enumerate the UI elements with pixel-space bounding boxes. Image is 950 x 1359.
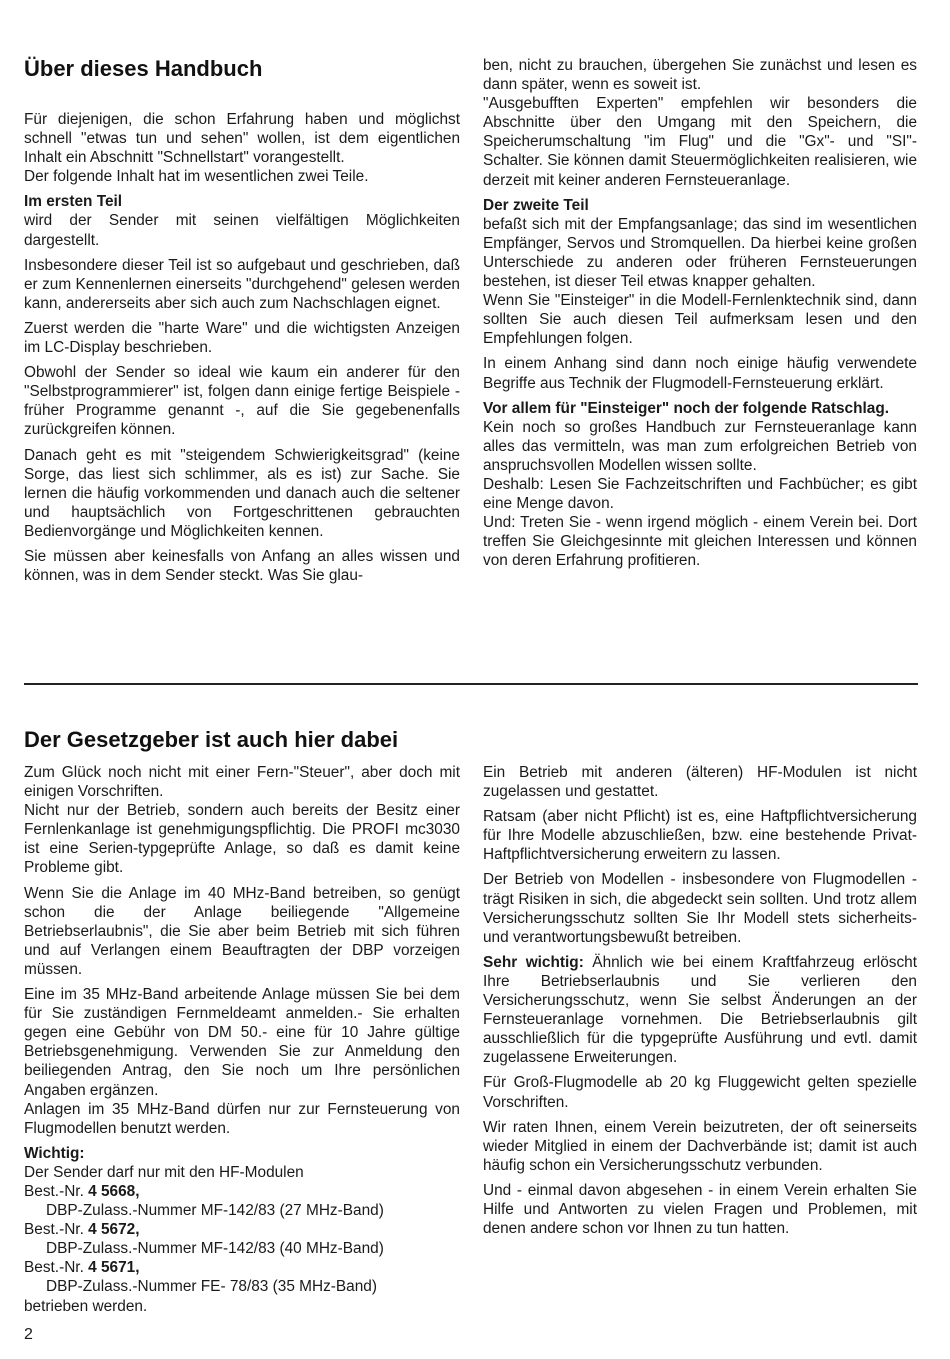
module-number-line	[24, 1182, 460, 1201]
paragraph: Nicht nur der Betrieb, sondern auch bereits der Besitz einer Fernlenkanlage ist genehmigungspflichtig. Die PROFI mc3030 ist eine Serien-typgeprüfte Anlage, so daß es damit keine Probleme gibt.	[24, 802, 460, 877]
module-approval-line: DBP-Zulass.-Nummer MF-142/83 (40 MHz-Band)	[46, 1240, 384, 1258]
paragraph: Ein Betrieb mit anderen (älteren) HF-Modulen ist nicht zugelassen und gestattet.	[483, 764, 917, 801]
paragraph: Danach geht es mit "steigendem Schwierigkeitsgrad" (keine Sorge, das liest sich schlimmer, als es ist) zur Sache. Sie lernen die häufig vorkommenden und danach auch die seltener und hauptsächlich von Fortgeschrittenen gebrauchten Bedienvorgänge und Möglichkeiten kennen.	[24, 446, 460, 540]
module-approval-line: DBP-Zulass.-Nummer MF-142/83 (27 MHz-Band)	[46, 1202, 384, 1220]
paragraph: Und: Treten Sie - wenn irgend möglich - einem Verein bei. Dort treffen Sie Gleichgesinnte mit gleichen Interessen und können von deren Erfahrung profitieren.	[483, 514, 917, 570]
paragraph: In einem Anhang sind dann noch einige häufig verwendete Begriffe aus Technik der Flugmodell-Fernsteuerung erklärt.	[483, 355, 917, 392]
section-title-handbuch: Über dieses Handbuch	[24, 56, 263, 81]
module-number: 4 5672,	[88, 1221, 140, 1239]
section2-right-column	[483, 763, 917, 1244]
paragraph: Ratsam (aber nicht Pflicht) ist es, eine Haftpflichtversicherung für Ihre Modelle abzuschließen, bzw. eine bestehende Privat-Haftpflichtversicherung erweitern zu lassen.	[483, 808, 917, 864]
subheading: Vor allem für "Einsteiger" noch der folgende Ratschlag.	[483, 399, 889, 417]
module-number: 4 5671,	[88, 1259, 140, 1277]
paragraph-text: Ähnlich wie bei einem Kraftfahrzeug erlöscht Ihre Betriebserlaubnis und Sie verlieren den Versicherungsschutz, wenn Sie selbst Änderungen an der Fernsteueranlage vornehmen. Die Betriebserlaubnis gilt ausschließlich für die typgeprüfte Ausführung und evtl. damit zugelassene Erweiterungen.	[483, 953, 917, 1067]
module-approval-line: DBP-Zulass.-Nummer FE- 78/83 (35 MHz-Band)	[46, 1278, 377, 1296]
module-number-line	[24, 1220, 460, 1239]
paragraph: Und - einmal davon abgesehen - in einem Verein erhalten Sie Hilfe und Antworten zu vielen Fragen und Problemen, mit denen andere schon vor Ihnen zu tun hatten.	[483, 1181, 917, 1238]
paragraph: Sie müssen aber keinesfalls von Anfang an alles wissen und können, was in dem Sender steckt. Was Sie glau-	[24, 547, 460, 585]
best-nr-prefix: Best.-Nr.	[24, 1182, 84, 1200]
paragraph: Der folgende Inhalt hat im wesentlichen zwei Teile.	[24, 168, 369, 186]
subheading-inline: Sehr wichtig:	[483, 953, 584, 971]
subheading: Der zweite Teil	[483, 196, 589, 214]
paragraph: Der Sender darf nur mit den HF-Modulen	[24, 1163, 304, 1181]
subheading: Im ersten Teil	[24, 193, 123, 211]
paragraph: Wir raten Ihnen, einem Verein beizutreten, der oft seinerseits wieder Mitglied in einem der Dachverbände ist; damit ist auch häufig schon ein Versicherungsschutz verbunden.	[483, 1118, 917, 1174]
paragraph: Deshalb: Lesen Sie Fachzeitschriften und Fachbücher; es gibt eine Menge davon.	[483, 475, 917, 513]
section1-left-column	[24, 110, 460, 591]
paragraph: "Ausgebufften Experten" empfehlen wir besonders die Abschnitte über den Umgang mit den Speichern, die Speicherumschaltung "im Flug" und die "Gx"- und "SI"- Schalter. Sie können damit Steuermöglichkeiten realisieren, wie derzeit mit keiner anderen Fernsteueranlage.	[483, 95, 917, 189]
paragraph: befaßt sich mit der Empfangsanlage; das sind im wesentlichen Empfänger, Servos und Stromquellen. Da hierbei keine großen Unterschiede zu anderen oder früheren Fernsteuerungen bestehen, ist dieser Teil etwas knapper gehalten.	[483, 215, 917, 291]
paragraph: Der Betrieb von Modellen - insbesondere von Flugmodellen - trägt Risiken in sich, die abgedeckt sein sollten. Und trotz allem Versicherungsschutz sollten Sie Ihr Modell stets sicherheits- und verantwortungsbewußt betreiben.	[483, 871, 917, 946]
subheading: Wichtig:	[24, 1144, 85, 1162]
paragraph: Insbesondere dieser Teil ist so aufgebaut und geschrieben, daß er zum Kennenlernen einerseits "durchgehend" gelesen werden kann, andererseits aber sich auch zum Nachschlagen eignet.	[24, 256, 460, 312]
section-title-gesetzgeber: Der Gesetzgeber ist auch hier dabei	[24, 727, 399, 752]
paragraph: Anlagen im 35 MHz-Band dürfen nur zur Fernsteuerung von Flugmodellen benutzt werden.	[24, 1100, 460, 1137]
paragraph: Wenn Sie "Einsteiger" in die Modell-Fernlenktechnik sind, dann sollten Sie auch diesen Teil aufmerksam lesen und den Empfehlungen folgen.	[483, 292, 917, 348]
paragraph: ben, nicht zu brauchen, übergehen Sie zunächst und lesen es dann später, wenn es soweit ist.	[483, 57, 917, 94]
paragraph: Kein noch so großes Handbuch zur Fernsteueranlage kann alles das vermitteln, was man zum erfolgreichen Betrieb von anspruchsvollen Modellen wissen sollte.	[483, 418, 917, 474]
paragraph: Zum Glück noch nicht mit einer Fern-"Steuer", aber doch mit einigen Vorschriften.	[24, 764, 460, 801]
paragraph: Für diejenigen, die schon Erfahrung haben und möglichst schnell "etwas tun und sehen" wollen, ist dem eigentlichen Inhalt ein Abschnitt "Schnellstart" vorangestellt.	[24, 111, 460, 167]
module-number: 4 5668,	[88, 1182, 140, 1200]
paragraph: wird der Sender mit seinen vielfältigen Möglichkeiten dargestellt.	[24, 212, 460, 249]
page-number: 2	[24, 1326, 33, 1343]
section1-right-column	[483, 56, 917, 576]
paragraph: Eine im 35 MHz-Band arbeitende Anlage müssen Sie bei dem für Sie zuständigen Fernmeldeamt anmelden.- Sie erhalten gegen eine Gebühr von DM 50.- eine für 10 Jahre gültige Betriebsgenehmigung. Verwenden Sie zur Anmeldung den beiliegenden Antrag, den Sie noch um Ihre persönlichen Angaben ergänzen.	[24, 986, 460, 1099]
paragraph: Obwohl der Sender so ideal wie kaum ein anderer für den "Selbstprogrammierer" ist, folgen dann einige fertige Beispiele - früher Programme genannt -, auf die Sie gegebenenfalls zurückgreifen können.	[24, 364, 460, 439]
section-divider	[24, 683, 918, 685]
paragraph	[483, 953, 917, 1068]
section2-left-column	[24, 763, 460, 1316]
paragraph: Zuerst werden die "harte Ware" und die wichtigsten Anzeigen im LC-Display beschrieben.	[24, 319, 460, 357]
paragraph: Für Groß-Flugmodelle ab 20 kg Fluggewicht gelten spezielle Vorschriften.	[483, 1074, 917, 1111]
best-nr-prefix: Best.-Nr.	[24, 1221, 84, 1239]
paragraph: Wenn Sie die Anlage im 40 MHz-Band betreiben, so genügt schon die der Anlage beiliegende "Allgemeine Betriebserlaubnis", die Sie aber beim Betrieb mit sich führen und auf Verlangen einem Beauftragten der DBP vorzeigen müssen.	[24, 884, 460, 978]
best-nr-prefix: Best.-Nr.	[24, 1259, 84, 1277]
module-number-line	[24, 1258, 460, 1277]
paragraph: betrieben werden.	[24, 1297, 148, 1315]
